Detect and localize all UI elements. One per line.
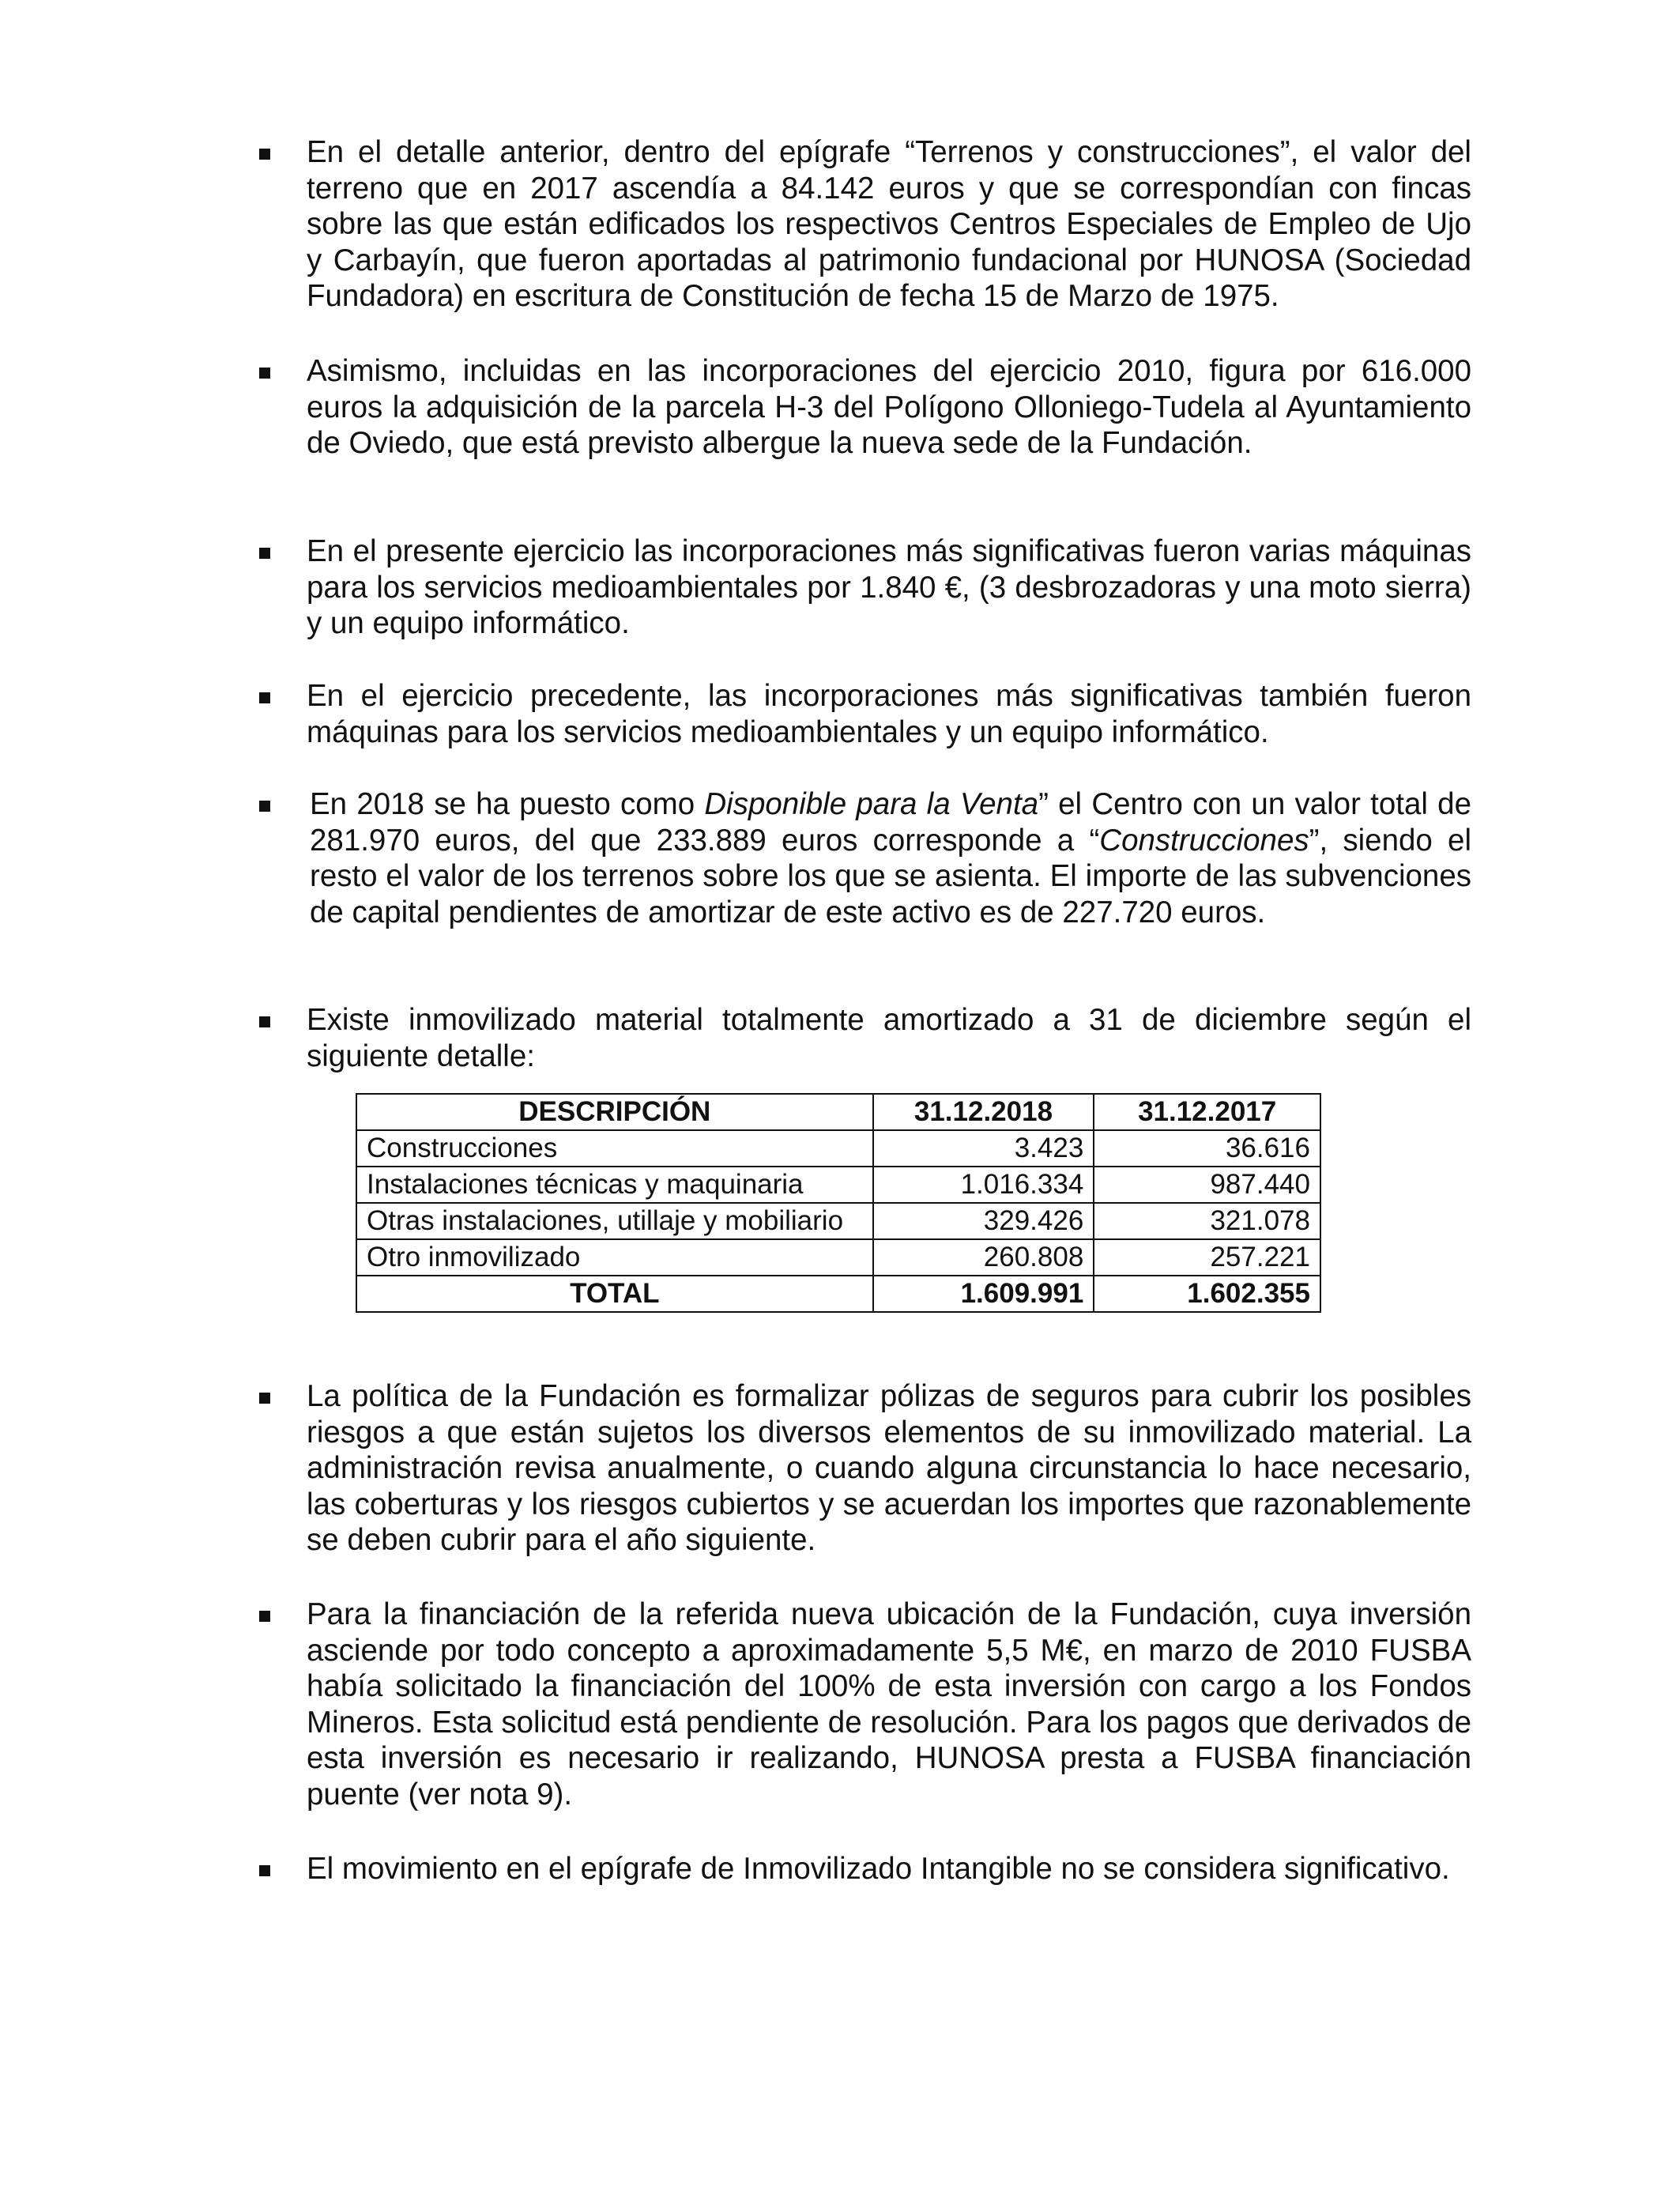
text-run: ”, siendo el resto el valor de los terrenos sobre los que se asienta. El importe de las subvenciones de capital pendientes de amortizar de este activo es de 227.720 euros. [310,823,1471,929]
paragraph-terrenos [307,134,1471,315]
table-header-row [356,1094,1320,1130]
column-header: 31.12.2017 [1094,1094,1320,1130]
paragraph-inmovilizado-intangible [307,1851,1471,1887]
column-header: 31.12.2018 [873,1094,1094,1130]
row-label: Otras instalaciones, utillaje y mobiliario [356,1203,873,1239]
table-total-row [356,1276,1320,1312]
square-bullet-icon [259,149,270,160]
cell-value: 3.423 [873,1130,1094,1167]
row-label: Otro inmovilizado [356,1239,873,1276]
paragraph-text: El movimiento en el epígrafe de Inmovilizado Intangible no se considera significativo. [307,1852,1450,1886]
text-run: ” el Centro con un valor total de 281.970 euros, del que 233.889 euros corresponde a “ [310,787,1471,858]
square-bullet-icon [259,368,270,379]
italic-term: Disponible para la Venta [704,787,1039,821]
square-bullet-icon [259,1611,270,1622]
paragraph-incorporaciones-precedente [307,678,1471,750]
paragraph-financiacion [307,1596,1471,1813]
column-header: DESCRIPCIÓN [356,1094,873,1130]
italic-term: Construcciones [1099,823,1309,858]
paragraph-inmovilizado-amortizado [307,1002,1471,1074]
paragraph-text: En el detalle anterior, dentro del epígrafe “Terrenos y construcciones”, el valor del terreno que en 2017 ascendía a 84.142 euros y que se correspondían con fincas sobre las que están edificados los respectivos Centros Especiales de Empleo de Ujo y Carbayín, que fueron aportadas al patrimonio fundacional por HUNOSA (Sociedad Fundadora) en escritura de Constitución de fecha 15 de Marzo de 1975. [307,135,1471,314]
table-row [356,1130,1320,1167]
amortized-assets-table [356,1093,1321,1313]
square-bullet-icon [259,1016,270,1027]
table-row [356,1203,1320,1239]
total-value: 1.609.991 [873,1276,1094,1312]
paragraph-text: En el presente ejercicio las incorporaciones más significativas fueron varias máquinas para los servicios medioambientales por 1.840 €, (3 desbrozadoras y una moto sierra) y un equipo informático. [307,534,1471,641]
row-label: Construcciones [356,1130,873,1167]
paragraph-text: Existe inmovilizado material totalmente amortizado a 31 de diciembre según el siguiente detalle: [307,1003,1471,1073]
total-label: TOTAL [356,1276,873,1312]
paragraph-text [310,786,1471,930]
paragraph-text: Asimismo, incluidas en las incorporaciones del ejercicio 2010, figura por 616.000 euros la adquisición de la parcela H-3 del Polígono Olloniego-Tudela al Ayuntamiento de Oviedo, que está previsto albergue la nueva sede de la Fundación. [307,354,1471,461]
cell-value: 321.078 [1094,1203,1320,1239]
paragraph-text: Para la financiación de la referida nueva ubicación de la Fundación, cuya inversión asciende por todo concepto a aproximadamente 5,5 M€, en marzo de 2010 FUSBA había solicitado la financiación del 100% de esta inversión con cargo a los Fondos Mineros. Esta solicitud está pendiente de resolución. Para los pagos que derivados de esta inversión es necesario ir realizando, HUNOSA presta a FUSBA financiación puente (ver nota 9). [307,1597,1471,1811]
square-bullet-icon [259,548,270,559]
paragraph-parcela [307,353,1471,462]
square-bullet-icon [259,1865,270,1876]
paragraph-politica-seguros [307,1378,1471,1559]
paragraph-incorporaciones-presente [307,533,1471,642]
paragraph-disponible-venta [310,786,1471,930]
cell-value: 1.016.334 [873,1167,1094,1203]
table-row [356,1239,1320,1276]
total-value: 1.602.355 [1094,1276,1320,1312]
row-label: Instalaciones técnicas y maquinaria [356,1167,873,1203]
cell-value: 329.426 [873,1203,1094,1239]
square-bullet-icon [259,1393,270,1404]
square-bullet-icon [259,692,270,703]
square-bullet-icon [259,801,270,812]
paragraph-text: En el ejercicio precedente, las incorporaciones más significativas también fueron máquinas para los servicios medioambientales y un equipo informático. [307,679,1471,749]
cell-value: 260.808 [873,1239,1094,1276]
text-run: En 2018 se ha puesto como [310,787,705,821]
cell-value: 36.616 [1094,1130,1320,1167]
table-row [356,1167,1320,1203]
cell-value: 257.221 [1094,1239,1320,1276]
cell-value: 987.440 [1094,1167,1320,1203]
paragraph-text: La política de la Fundación es formalizar pólizas de seguros para cubrir los posibles riesgos a que están sujetos los diversos elementos de su inmovilizado material. La administración revisa anualmente, o cuando alguna circunstancia lo hace necesario, las coberturas y los riesgos cubiertos y se acuerdan los importes que razonablemente se deben cubrir para el año siguiente. [307,1379,1471,1558]
